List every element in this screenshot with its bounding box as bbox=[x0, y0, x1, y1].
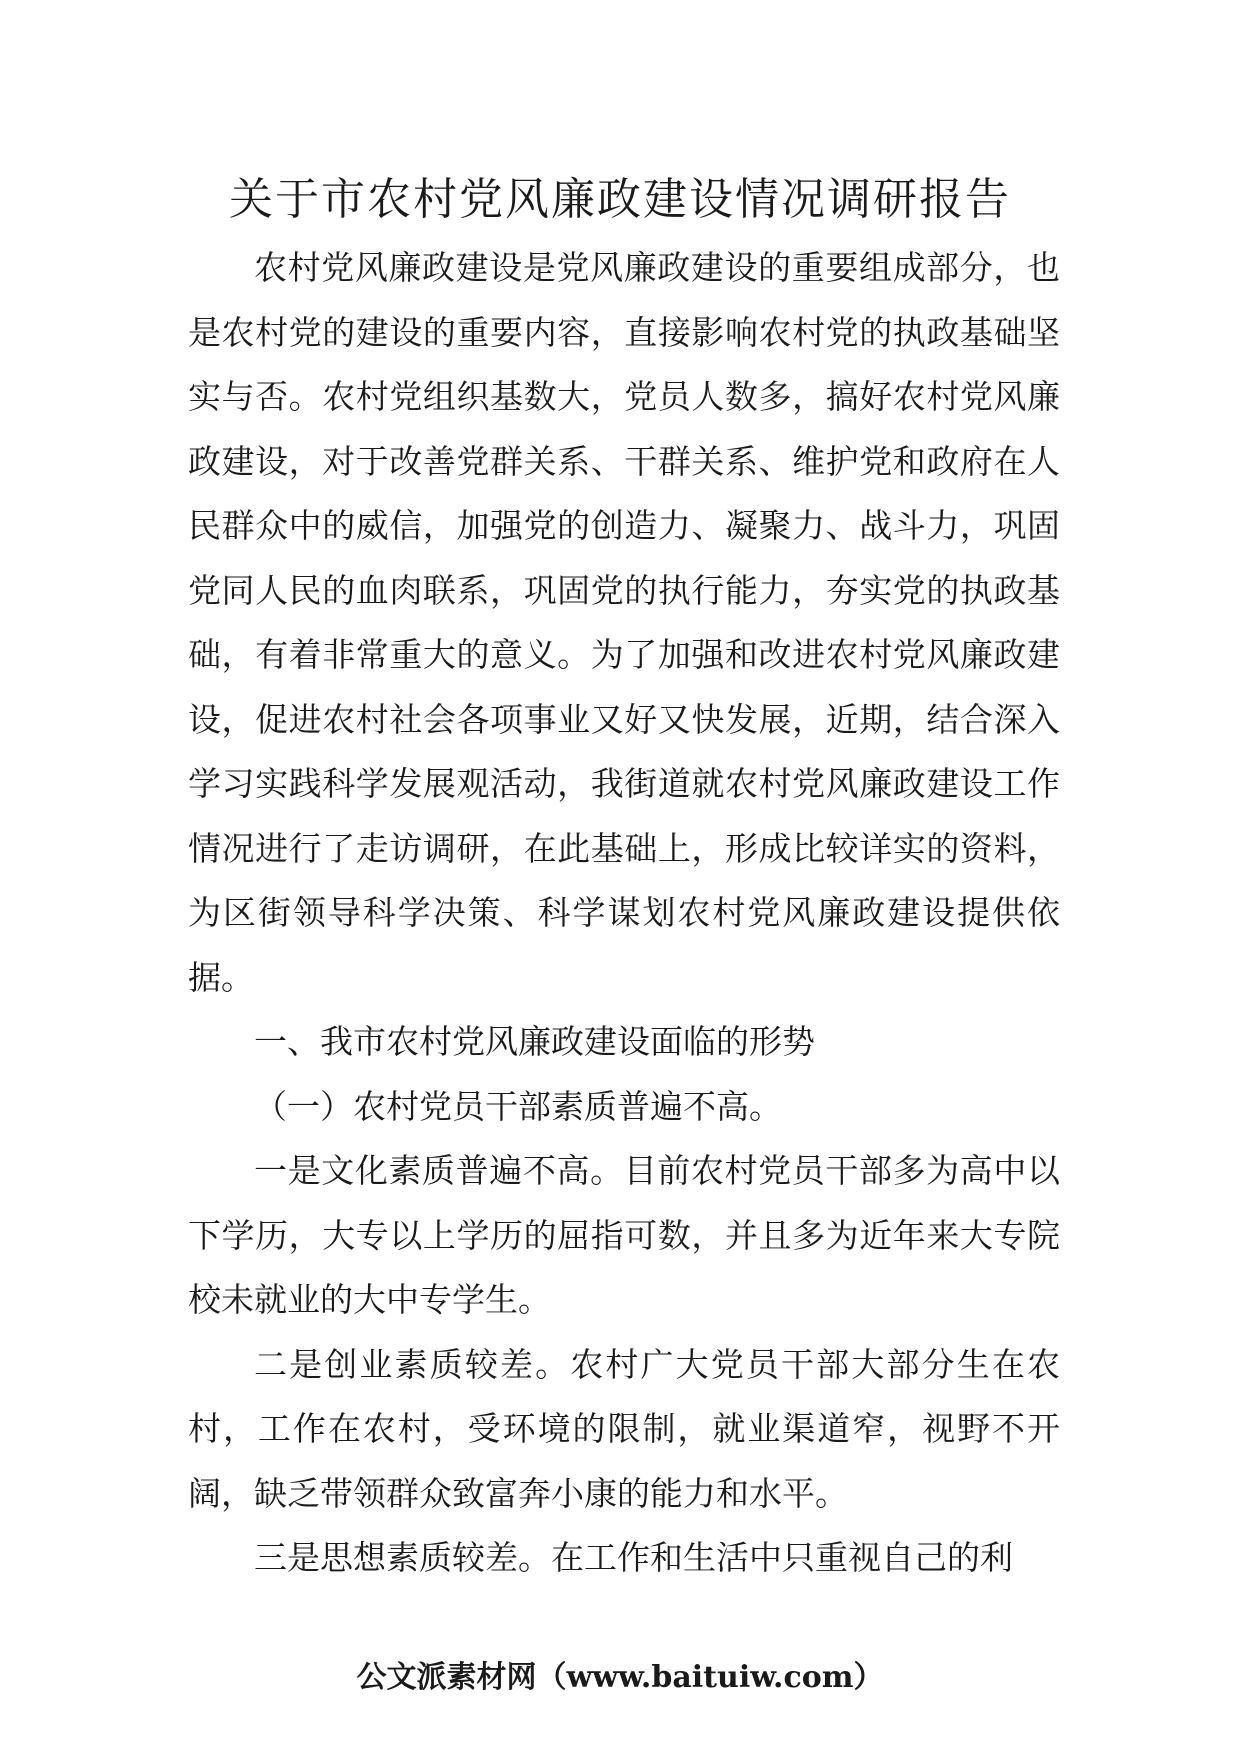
paragraph-entrepreneurship: 二是创业素质较差。农村广大党员干部大部分生在农村，工作在农村，受环境的限制，就业渠道窄，视野不开阔，缺乏带领群众致富奔小康的能力和水平。 bbox=[188, 1344, 1060, 1513]
footer-watermark: 公文派素材网（www.baituiw.com） bbox=[356, 1660, 884, 1695]
document-body bbox=[188, 236, 1060, 1591]
section-heading-1: 一、我市农村党风廉政建设面临的形势 bbox=[254, 1022, 815, 1061]
paragraph-culture: 一是文化素质普遍不高。目前农村党员干部多为高中以下学历，大专以上学历的屈指可数，并且多为近年来大专院校未就业的大中专学生。 bbox=[188, 1151, 1060, 1319]
paragraph-intro: 农村党风廉政建设是党风廉政建设的重要组成部分，也是农村党的建设的重要内容，直接影响农村党的执政基础坚实与否。农村党组织基数大，党员人数多，搞好农村党风廉政建设，对于改善党群关系、干群关系、维护党和政府在人民群众中的威信，加强党的创造力、凝聚力、战斗力，巩固党同人民的血肉联系，巩固党的执行能力，夯实党的执政基础，有着非常重大的意义。为了加强和改进农村党风廉政建设，促进农村社会各项事业又好又快发展，近期，结合深入学习实践科学发展观活动，我街道就农村党风廉政建设工作情况进行了走访调研，在此基础上，形成比较详实的资料，为区街领导科学决策、科学谋划农村党风廉政建设提供依据。 bbox=[188, 248, 1060, 997]
paragraph-ideology: 三是思想素质较差。在工作和生活中只重视自己的利 bbox=[254, 1538, 1013, 1577]
subsection-heading-1: （一）农村党员干部素质普遍不高。 bbox=[254, 1086, 782, 1126]
document-title: 关于市农村党风廉政建设情况调研报告 bbox=[229, 174, 1011, 225]
